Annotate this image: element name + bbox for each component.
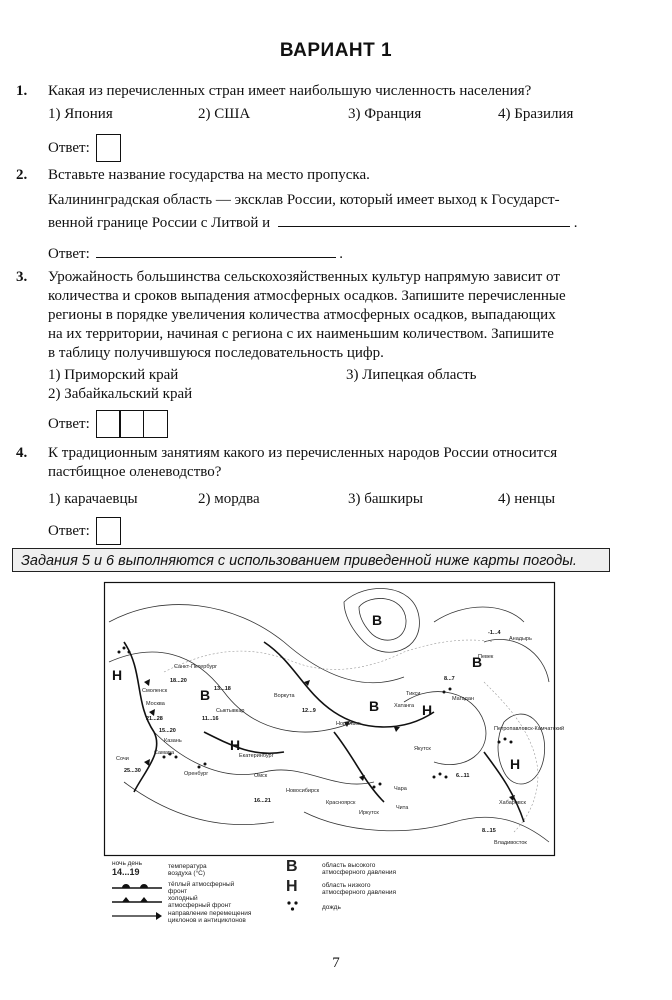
svg-text:Новосибирск: Новосибирск bbox=[286, 788, 320, 794]
svg-text:8...7: 8...7 bbox=[444, 676, 455, 682]
blank-line[interactable] bbox=[278, 212, 570, 227]
low-pressure-letter: Н bbox=[422, 702, 433, 718]
question-number: 4. bbox=[16, 445, 28, 461]
answer-label: Ответ: bbox=[48, 139, 90, 156]
low-pressure-letter: Н bbox=[112, 667, 123, 683]
high-pressure-letter: В bbox=[472, 654, 483, 670]
answer-cell-3[interactable] bbox=[143, 410, 168, 438]
question-number: 1. bbox=[16, 83, 28, 99]
svg-text:21...28: 21...28 bbox=[146, 716, 163, 722]
legend-warm-front: тёплый атмосферный фронт bbox=[168, 881, 235, 895]
svg-text:Санкт-Петербург: Санкт-Петербург bbox=[174, 664, 218, 670]
svg-text:Сочи: Сочи bbox=[116, 756, 129, 762]
weather-map bbox=[104, 582, 565, 856]
legend-direction: направление перемещения циклонов и антициклонов bbox=[168, 910, 252, 924]
question-line: регионы в порядке увеличения количества атмосферных осадков, выпадающих bbox=[48, 307, 556, 323]
answer-label: Ответ: bbox=[48, 522, 90, 539]
warm-front-icon bbox=[112, 882, 162, 890]
legend-temp-example: 14...19 bbox=[112, 867, 140, 877]
question-line-1: Калининградская область — эксклав России, который имеет выход к Государст- bbox=[48, 192, 560, 208]
question-line-2: венной границе России с Литвой и bbox=[48, 215, 271, 231]
svg-text:Норильск: Норильск bbox=[336, 721, 361, 727]
low-pressure-letter: Н bbox=[230, 737, 241, 753]
cold-front-icon bbox=[112, 896, 162, 904]
svg-text:Владивосток: Владивосток bbox=[494, 840, 527, 846]
question-line: количества и сроков выпадения атмосферных осадков. Запишите перечисленные bbox=[48, 288, 566, 304]
svg-text:Чита: Чита bbox=[396, 805, 409, 811]
svg-text:25...30: 25...30 bbox=[124, 768, 141, 774]
option-4: 4) ненцы bbox=[498, 491, 556, 507]
legend-night-day: ночь день bbox=[112, 860, 143, 867]
answer-label: Ответ: bbox=[48, 415, 90, 432]
answer-cell-1[interactable] bbox=[96, 410, 121, 438]
svg-text:-1...4: -1...4 bbox=[488, 630, 501, 636]
svg-text:12...9: 12...9 bbox=[302, 708, 316, 714]
high-pressure-letter: В bbox=[369, 698, 380, 714]
answer-box[interactable] bbox=[96, 134, 121, 162]
question-line: на их территории, начиная с региона с их наименьшим количеством. Запишите bbox=[48, 326, 554, 342]
option-3: 3) Липецкая область bbox=[346, 367, 477, 383]
question-line: Урожайность большинства сельскохозяйственных культур напрямую зависит от bbox=[48, 269, 560, 285]
svg-text:6...11: 6...11 bbox=[456, 773, 470, 779]
option-2: 2) Забайкальский край bbox=[48, 386, 193, 402]
legend-cold-front: холодный атмосферный фронт bbox=[168, 895, 232, 909]
svg-text:Воркута: Воркута bbox=[274, 693, 295, 699]
question-line: К традиционным занятиям какого из перечисленных народов России относится bbox=[48, 445, 558, 461]
legend-rain-text: дождь bbox=[322, 904, 341, 911]
svg-text:Оренбург: Оренбург bbox=[184, 771, 209, 777]
answer-boxes bbox=[96, 410, 168, 438]
legend-high-text: область высокого атмосферного давления bbox=[322, 862, 397, 876]
question-1 bbox=[16, 82, 656, 162]
svg-text:15...20: 15...20 bbox=[159, 728, 176, 734]
answer-end: . bbox=[339, 246, 344, 262]
svg-text:Певек: Певек bbox=[478, 654, 494, 660]
legend-temp-text: температура воздуха (°C) bbox=[168, 863, 207, 877]
rain-icon bbox=[286, 900, 302, 912]
question-4 bbox=[16, 444, 656, 545]
svg-text:18...20: 18...20 bbox=[170, 678, 187, 684]
legend-high-letter: В bbox=[286, 858, 298, 875]
svg-text:Самара: Самара bbox=[154, 750, 175, 756]
svg-text:Хабаровск: Хабаровск bbox=[499, 800, 526, 806]
map-legend bbox=[104, 860, 555, 940]
svg-text:Сыктывкар: Сыктывкар bbox=[216, 708, 245, 714]
option-1: 1) Япония bbox=[48, 106, 113, 122]
line-end: . bbox=[573, 215, 578, 231]
answer-label: Ответ: bbox=[48, 246, 90, 262]
svg-text:Петропавловск-Камчатский: Петропавловск-Камчатский bbox=[494, 726, 565, 732]
direction-arrow-icon bbox=[112, 912, 162, 920]
question-text: Какая из перечисленных стран имеет наибольшую численность населения? bbox=[48, 83, 532, 99]
svg-text:Москва: Москва bbox=[146, 701, 165, 707]
option-3: 3) Франция bbox=[348, 106, 422, 122]
svg-text:Анадырь: Анадырь bbox=[509, 636, 532, 642]
high-pressure-letter: В bbox=[372, 612, 383, 628]
answer-box[interactable] bbox=[96, 517, 121, 545]
svg-text:Иркутск: Иркутск bbox=[359, 810, 379, 816]
option-1: 1) карачаевцы bbox=[48, 491, 138, 507]
answer-line[interactable] bbox=[96, 243, 336, 258]
svg-text:11...16: 11...16 bbox=[202, 716, 219, 722]
question-line: в таблицу получившуюся последовательность цифр. bbox=[48, 345, 384, 361]
question-line: пастбищное оленеводство? bbox=[48, 464, 222, 480]
svg-text:Екатеринбург: Екатеринбург bbox=[239, 753, 274, 759]
svg-text:8...15: 8...15 bbox=[482, 828, 496, 834]
page-number: 7 bbox=[332, 955, 340, 971]
question-3 bbox=[16, 268, 656, 438]
svg-text:Тикси: Тикси bbox=[406, 691, 421, 697]
svg-text:Магадан: Магадан bbox=[452, 696, 474, 702]
svg-text:Якутск: Якутск bbox=[414, 746, 431, 752]
low-pressure-letter: Н bbox=[510, 756, 521, 772]
svg-text:16...21: 16...21 bbox=[254, 798, 271, 804]
high-pressure-letter: В bbox=[200, 687, 211, 703]
legend-low-text: область низкого атмосферного давления bbox=[322, 882, 397, 896]
svg-text:13...18: 13...18 bbox=[214, 686, 231, 692]
option-1: 1) Приморский край bbox=[48, 367, 179, 383]
option-2: 2) мордва bbox=[198, 491, 260, 507]
variant-title: ВАРИАНТ 1 bbox=[279, 40, 393, 61]
svg-text:Чара: Чара bbox=[394, 786, 407, 792]
answer-cell-2[interactable] bbox=[119, 410, 144, 438]
option-2: 2) США bbox=[198, 106, 251, 122]
tasks-5-6-banner: Задания 5 и 6 выполняются с использованием приведенной ниже карты погоды. bbox=[12, 548, 610, 572]
svg-text:Смоленск: Смоленск bbox=[142, 688, 168, 694]
svg-text:Красноярск: Красноярск bbox=[326, 800, 356, 806]
question-text: Вставьте название государства на место пропуска. bbox=[48, 167, 370, 183]
question-number: 2. bbox=[16, 167, 28, 183]
option-4: 4) Бразилия bbox=[498, 106, 574, 122]
legend-low-letter: Н bbox=[286, 878, 298, 895]
question-2 bbox=[16, 166, 656, 264]
svg-text:Омск: Омск bbox=[254, 773, 268, 779]
svg-text:Казань: Казань bbox=[164, 738, 182, 744]
question-number: 3. bbox=[16, 269, 28, 285]
svg-text:Хатанга: Хатанга bbox=[394, 703, 415, 709]
option-3: 3) башкиры bbox=[348, 491, 423, 507]
